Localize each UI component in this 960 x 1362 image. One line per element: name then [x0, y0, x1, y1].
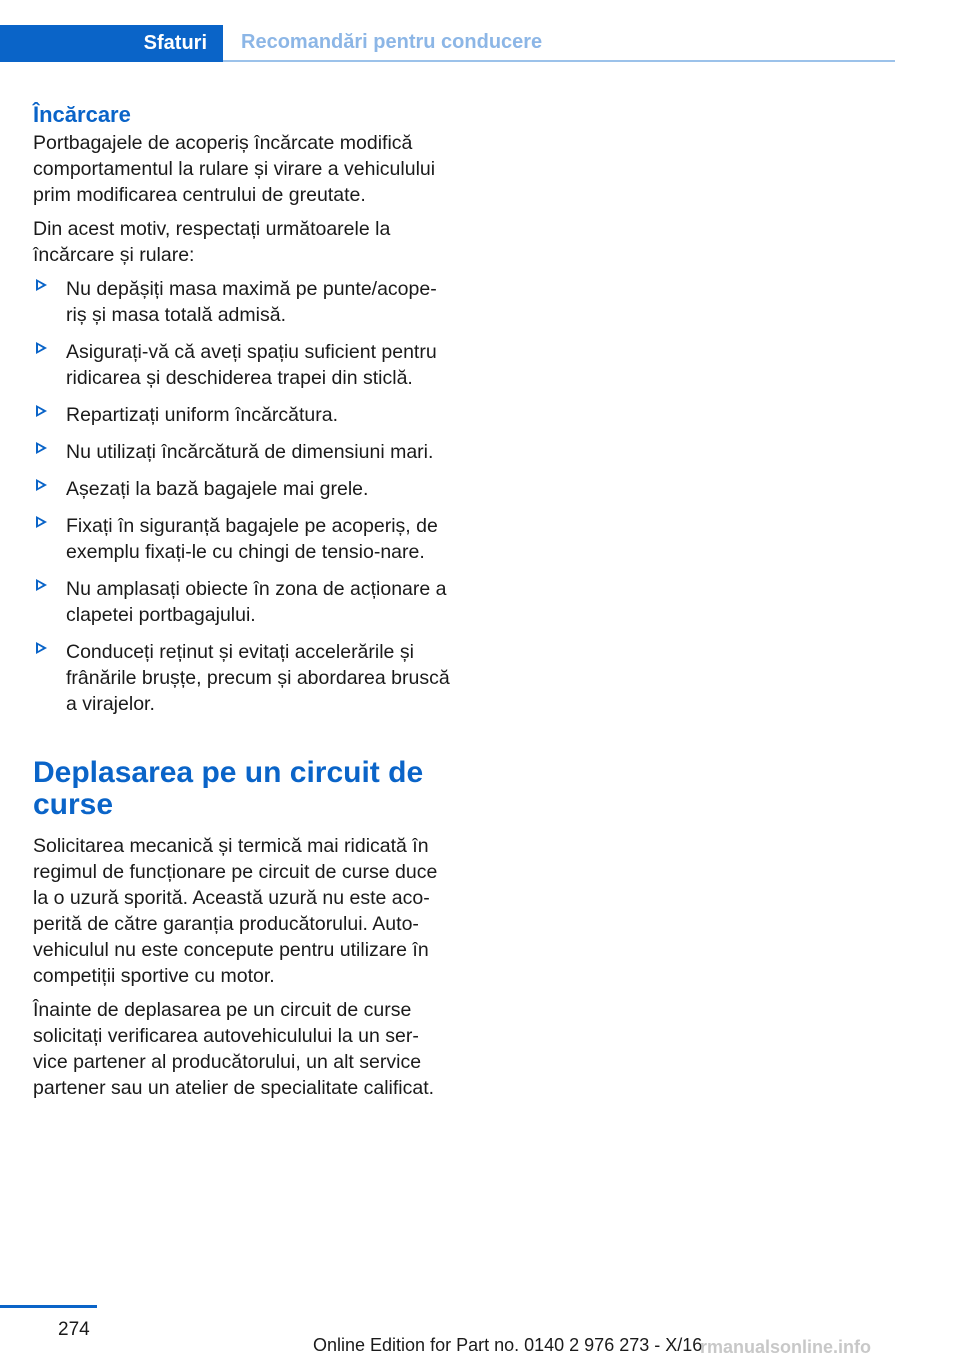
section-heading-loading: Încărcare — [33, 102, 131, 127]
list-item-text: Fixați în siguranță bagajele pe acoperiș, de exemplu fixați-le cu chingi de tensio‐nare. — [66, 515, 438, 563]
list-item — [33, 339, 451, 391]
loading-paragraph: Din acest motiv, respectați următoarele la încărcare și rulare: — [33, 218, 391, 266]
list-item-text: Nu amplasați obiecte în zona de acționare a clapetei portbagajului. — [66, 578, 447, 626]
header-section-tab[interactable]: Sfaturi — [0, 25, 223, 62]
list-item — [33, 513, 451, 565]
page-header — [0, 25, 895, 62]
list-item-text: Conduceți reținut și evitați accelerările și frânările brușțe, precum și abordarea bruscă a virajelor. — [66, 641, 450, 715]
list-item — [33, 576, 451, 628]
section-heading-racing: Deplasarea pe un circuit de curse — [33, 756, 424, 821]
list-item — [33, 439, 451, 465]
footer-accent-line — [0, 1305, 97, 1308]
page-number: 274 — [58, 1319, 90, 1340]
list-item-text: Nu utilizați încărcătură de dimensiuni mari. — [66, 441, 434, 463]
list-item-text: Nu depășiți masa maximă pe punte/acope‐riș și masa totală admisă. — [66, 278, 437, 326]
list-item — [33, 476, 451, 502]
edition-note: Online Edition for Part no. 0140 2 976 273 - X/16 — [313, 1335, 703, 1355]
list-item — [33, 276, 451, 328]
racing-paragraph: Înainte de deplasarea pe un circuit de curse solicitați verificarea autovehiculului la un ser‐vice partener al producătorului, un alt service partener sau un atelier de specialitate calificat. — [33, 999, 435, 1099]
list-item-text: Asigurați-vă că aveți spațiu suficient pentru ridicarea și deschiderea trapei din sticlă. — [66, 341, 437, 389]
triangle-bullet-icon — [36, 479, 47, 491]
header-breadcrumb[interactable]: Recomandări pentru conducere — [241, 31, 543, 53]
main-column — [33, 100, 451, 1109]
list-item — [33, 402, 451, 428]
triangle-bullet-icon — [36, 405, 47, 417]
list-item-text: Așezați la bază bagajele mai grele. — [66, 478, 369, 500]
triangle-bullet-icon — [36, 442, 47, 454]
list-item-text: Repartizați uniform încărcătura. — [66, 404, 339, 426]
racing-paragraph: Solicitarea mecanică și termică mai ridicată în regimul de funcționare pe circuit de curse duce la o uzură sporită. Această uzură nu este aco‐perită de către garanția producătorului. Auto‐vehiculul nu este concepute pentru utilizare în competiții sportive cu motor. — [33, 835, 438, 987]
list-item — [33, 639, 451, 717]
triangle-bullet-icon — [36, 516, 47, 528]
header-divider — [223, 60, 895, 62]
triangle-bullet-icon — [36, 579, 47, 591]
triangle-bullet-icon — [36, 642, 47, 654]
loading-paragraph: Portbagajele de acoperiș încărcate modifică comportamentul la rulare și virare a vehiculului prim modificarea centrului de greutate. — [33, 132, 436, 206]
triangle-bullet-icon — [36, 279, 47, 291]
watermark: rmanualsonline.info — [700, 1337, 872, 1357]
triangle-bullet-icon — [36, 342, 47, 354]
loading-list — [33, 276, 451, 717]
